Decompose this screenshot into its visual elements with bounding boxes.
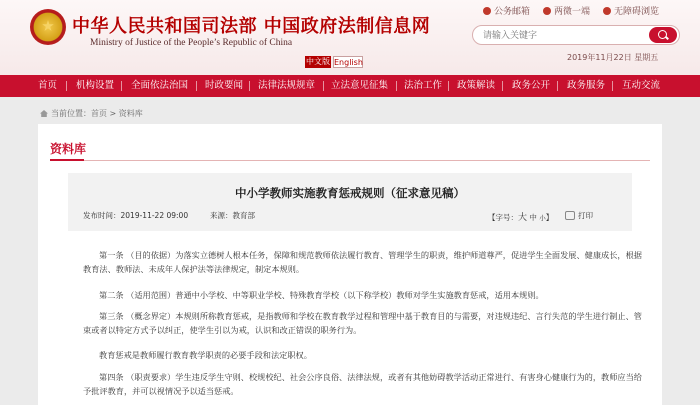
- document-source: 来源：教育部: [210, 211, 255, 220]
- nav-item-news[interactable]: 时政要闻: [205, 80, 244, 91]
- paragraph-article-3: 第三条 （概念界定）本规则所称教育惩戒，是指教师和学校在教育教学过程和管理中基于教育目的与需要，对违规违纪、言行失范的学生进行制止、管束或者以特定方式予以纠正，使学生引以为戒，认识和改正错误的职务行为。: [83, 311, 642, 335]
- breadcrumb-home[interactable]: 首页: [91, 109, 107, 118]
- nav-item-legislation-feedback[interactable]: 立法意见征集: [331, 80, 389, 91]
- nav-item-laws[interactable]: 法律法规规章: [258, 80, 316, 91]
- nav-item-rule-of-law[interactable]: 全面依法治国: [131, 80, 189, 91]
- paragraph-article-1: 第一条 （目的依据）为落实立德树人根本任务，保障和规范教师依法履行教育、管理学生的职责，维护师道尊严，促进学生全面发展、健康成长，根据教育法、教师法、未成年人保护法等法律规定，制定本规则。: [83, 250, 642, 274]
- nav-separator: [121, 81, 122, 91]
- search-input[interactable]: [483, 29, 653, 42]
- national-emblem-icon[interactable]: [30, 9, 66, 45]
- nav-item-gov-affairs[interactable]: 政务公开: [512, 80, 551, 91]
- mail-icon: [483, 7, 491, 15]
- paragraph-article-2: 第二条 （适用范围）普通中小学校、中等职业学校、特殊教育学校（以下称学校）教师对学生实施教育惩戒，适用本规则。: [99, 290, 544, 300]
- printer-icon: [565, 211, 575, 220]
- accessibility-icon: [603, 7, 611, 15]
- top-link-accessibility[interactable]: 无障碍浏览: [603, 4, 659, 17]
- top-link-wechat-weibo[interactable]: 两微一端: [543, 4, 590, 17]
- site-header: [0, 0, 700, 75]
- nav-separator: [66, 81, 67, 91]
- current-date: 2019年11月22日 星期五: [567, 53, 659, 62]
- document-title: 中小学教师实施教育惩戒规则（征求意见稿）: [235, 186, 465, 200]
- breadcrumb-current[interactable]: 资料库: [118, 109, 143, 118]
- search-button[interactable]: [649, 27, 677, 43]
- lang-chinese-button[interactable]: 中文版: [306, 57, 330, 66]
- nav-item-legal-work[interactable]: 法治工作: [404, 80, 443, 91]
- section-divider: [50, 160, 650, 161]
- font-size-medium[interactable]: 中: [529, 213, 537, 222]
- content-panel: [38, 124, 662, 405]
- top-link-mail[interactable]: 公务邮箱: [483, 4, 530, 17]
- nav-separator: [249, 81, 250, 91]
- nav-item-interaction[interactable]: 互动交流: [622, 80, 661, 91]
- publish-time: 发布时间：2019-11-22 09:00: [83, 211, 189, 220]
- main-nav: [0, 75, 700, 97]
- print-button[interactable]: 打印: [565, 210, 593, 221]
- nav-separator: [448, 81, 449, 91]
- breadcrumb-separator: >: [107, 109, 119, 118]
- section-divider-accent: [50, 159, 84, 161]
- home-icon: [40, 110, 48, 117]
- nav-separator: [612, 81, 613, 91]
- nav-separator: [396, 81, 397, 91]
- nav-separator: [557, 81, 558, 91]
- font-size-large[interactable]: 大: [518, 213, 528, 223]
- nav-separator: [196, 81, 197, 91]
- site-title[interactable]: 中华人民共和国司法部 中国政府法制信息网: [72, 16, 431, 37]
- document-header: [68, 173, 632, 231]
- breadcrumb: [40, 108, 143, 119]
- nav-item-services[interactable]: 政务服务: [567, 80, 606, 91]
- site-subtitle: Ministry of Justice of the People’s Republic of China: [90, 38, 293, 48]
- nav-item-home[interactable]: 首页: [38, 80, 58, 91]
- paragraph-article-3-note: 教育惩戒是教师履行教育教学职责的必要手段和法定职权。: [99, 350, 312, 360]
- font-size-switcher: 【字号：大 中 小】: [488, 213, 554, 223]
- wechat-icon: [543, 7, 551, 15]
- search-box: [472, 25, 680, 45]
- breadcrumb-prefix: 当前位置：: [51, 109, 91, 118]
- nav-separator: [323, 81, 324, 91]
- nav-separator: [502, 81, 503, 91]
- font-size-small[interactable]: 小: [539, 214, 546, 222]
- nav-item-policy[interactable]: 政策解读: [457, 80, 496, 91]
- section-title: 资料库: [50, 142, 87, 156]
- paragraph-article-4: 第四条 （职责要求）学生违反学生守则、校规校纪、社会公序良俗、法律法规，或者有其他妨碍教学活动正常进行、有害身心健康行为的，教师应当给予批评教育，并可以视情况予以适当惩戒。: [83, 372, 642, 396]
- nav-item-organization[interactable]: 机构设置: [76, 80, 115, 91]
- lang-english-button[interactable]: English: [334, 58, 363, 67]
